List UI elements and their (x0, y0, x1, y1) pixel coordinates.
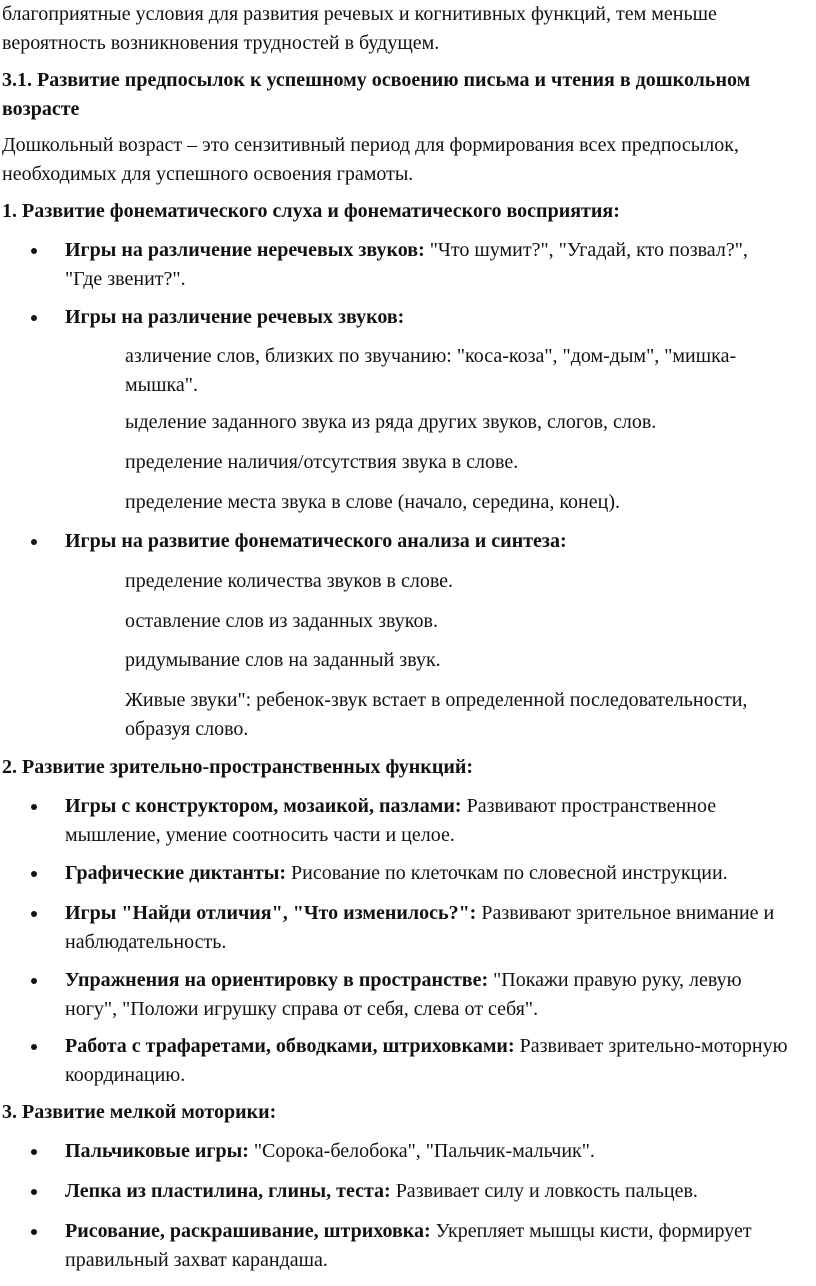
list-item (0, 1137, 808, 1166)
list-item-label: Лепка из пластилина, глины, теста: (65, 1180, 391, 1202)
bullet-icon (31, 1229, 37, 1235)
list-item-label: Игры "Найди отличия", "Что изменилось?": (65, 902, 477, 924)
list-item-text: Рисование по клеточкам по словесной инструкции. (286, 862, 728, 884)
list-item-label: Работа с трафаретами, обводками, штриховками: (65, 1035, 515, 1057)
list-item-text: Развивают зрительное внимание и наблюдательность. (65, 902, 775, 953)
bullet-icon (31, 978, 37, 984)
list-item-text: "Покажи правую руку, левую ногу", "Положи игрушку справа от себя, слева от себя". (65, 969, 742, 1020)
sub-item: азличение слов, близких по звучанию: "коса-коза", "дом-дым", "мишка-мышка". (125, 345, 737, 396)
list-item (0, 966, 808, 1024)
list-item-label: Игры с конструктором, мозаикой, пазлами: (65, 795, 462, 817)
sub-item: пределение наличия/отсутствия звука в слове. (125, 451, 519, 473)
section-intro-paragraph: Дошкольный возраст – это сензитивный период для формирования всех предпосылок, необходимых для успешного освоения грамоты. (2, 134, 739, 185)
sub-item: пределение количества звуков в слове. (125, 570, 454, 592)
bullet-icon (31, 1189, 37, 1195)
list-item (0, 1217, 808, 1275)
bullet-icon (31, 1149, 37, 1155)
list-item-label: Игры на развитие фонематического анализа и синтеза: (65, 530, 567, 552)
list-item (0, 1177, 808, 1206)
list-item (0, 792, 808, 850)
intro-paragraph: благоприятные условия для развития речевых и когнитивных функций, тем меньше вероятность возникновения трудностей в будущем. (2, 3, 717, 54)
list-item-text: "Сорока-белобока", "Пальчик-мальчик". (248, 1140, 595, 1162)
section-title: 3.1. Развитие предпосылок к успешному освоению письма и чтения в дошкольном возрасте (2, 69, 751, 120)
list-item-label: Рисование, раскрашивание, штриховка: (65, 1220, 431, 1242)
bullet-icon (31, 911, 37, 917)
list-item (0, 1032, 808, 1090)
list-item-label: Игры на различение речевых звуков: (65, 306, 405, 328)
list-item-label: Игры на различение неречевых звуков: (65, 239, 425, 261)
list-item-label: Графические диктанты: (65, 862, 287, 884)
part3-title: 3. Развитие мелкой моторики: (2, 1101, 277, 1123)
list-item-text: Развивает зрительно-моторную координацию. (65, 1035, 788, 1086)
bullet-icon (31, 871, 37, 877)
list-item (0, 859, 808, 888)
list-item (0, 899, 816, 957)
sub-item: пределение места звука в слове (начало, середина, конец). (125, 491, 620, 513)
list-item-label: Пальчиковые игры: (65, 1140, 249, 1162)
bullet-icon (31, 248, 37, 254)
bullet-icon (31, 539, 37, 545)
part2-title: 2. Развитие зрительно-пространственных функций: (2, 756, 474, 778)
sub-item: Живые звуки": ребенок-звук встает в определенной последовательности, образуя слово. (125, 689, 748, 740)
sub-item: ридумывание слов на заданный звук. (125, 649, 441, 671)
sub-item: оставление слов из заданных звуков. (125, 610, 438, 632)
list-item-text: "Что шумит?", "Угадай, кто позвал?", "Где звенит?". (65, 239, 748, 290)
list-item (0, 303, 808, 332)
list-item-label: Упражнения на ориентировку в пространстве: (65, 969, 489, 991)
list-item-text: Укрепляет мышцы кисти, формирует правильный захват карандаша. (65, 1220, 752, 1271)
list-item (0, 236, 808, 294)
bullet-icon (31, 804, 37, 810)
list-item-text: Развивают пространственное мышление, умение соотносить части и целое. (65, 795, 717, 846)
list-item (0, 527, 808, 556)
list-item-text: Развивает силу и ловкость пальцев. (390, 1180, 698, 1202)
bullet-icon (31, 315, 37, 321)
part1-title: 1. Развитие фонематического слуха и фонематического восприятия: (2, 200, 620, 222)
bullet-icon (31, 1044, 37, 1050)
sub-item: ыделение заданного звука из ряда других звуков, слогов, слов. (125, 411, 657, 433)
